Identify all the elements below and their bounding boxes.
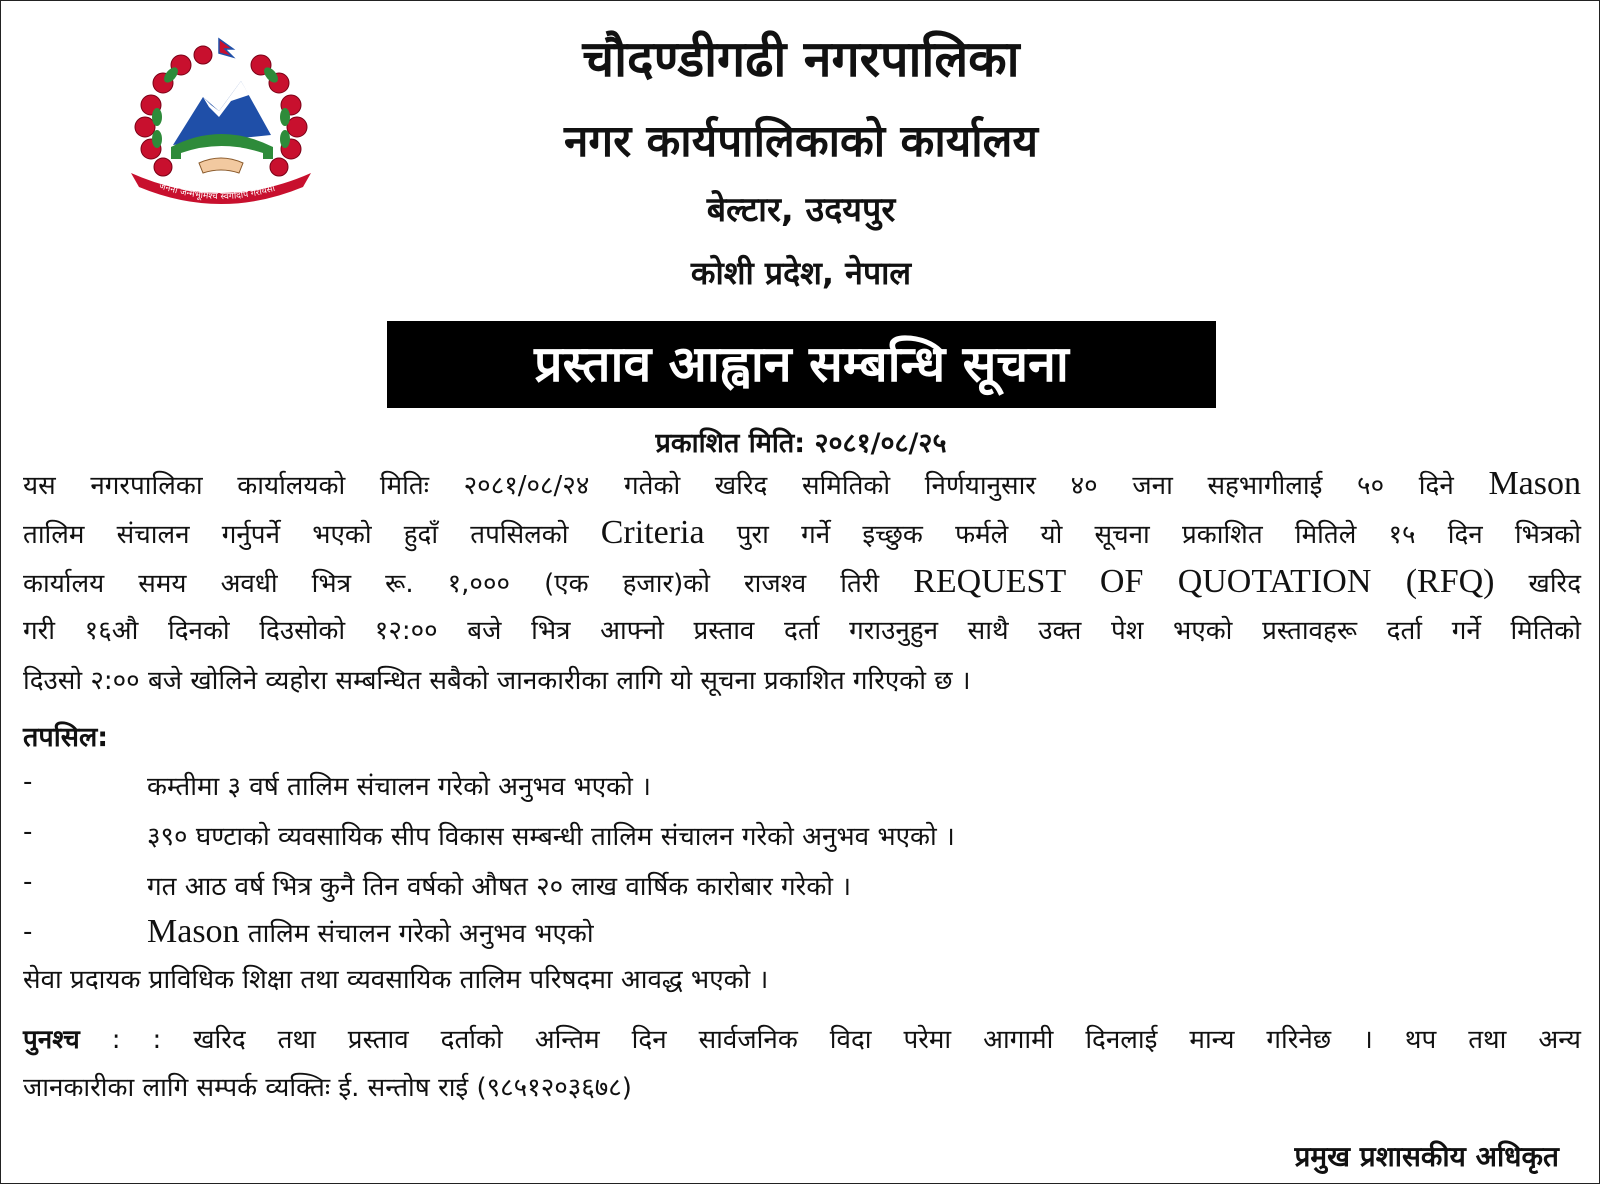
- body-line-1: यस नगरपालिका कार्यालयको मितिः २०८१/०८/२४ गतेको खरिद समितिको निर्णयानुसार ४० जना सहभागीलाई ५० दिने Mason: [23, 465, 1581, 502]
- notice-title-banner: प्रस्ताव आह्वान सम्बन्धि सूचना: [387, 321, 1216, 408]
- criteria-term: Criteria: [600, 514, 705, 551]
- postscript-label: पुनश्च: [23, 1025, 80, 1055]
- mason-term: Mason: [147, 913, 240, 950]
- office-location: बेल्टार, उदयपुर: [706, 190, 896, 230]
- office-name: नगर कार्यपालिकाको कार्यालय: [564, 116, 1038, 167]
- office-province: कोशी प्रदेश, नेपाल: [690, 254, 912, 292]
- body-line-5: दिउसो २:०० बजे खोलिने व्यहोरा सम्बन्धित सबैको जानकारीका लागि यो सूचना प्रकाशित गरिएको छ ।: [23, 666, 971, 696]
- bullet-dash: -: [23, 867, 33, 897]
- notice-page: जननी जन्मभूमिश्च स्वर्गादपि गरीयसी चौदण्डीगढी नगरपालिका नगर कार्यपालिकाको कार्यालय बेल्टार, उदयपुर कोशी प्रदेश, नेपाल प्रस्ताव आह्वान सम्बन्धि सूचना प्रकाशित मिति: २०८१/०८/२५ यस नगरपालिका कार्यालयको मितिः २०८१/०८/२४ गतेको खरिद समितिको निर्णयानुसार ४० जना सहभागीलाई ५० दिने Mason तालिम संचालन गर्नुपर्ने भएको हुदाँ तपसिलको Criteria पुरा गर्ने इच्छुक फर्मले यो सूचना प्रकाशित मितिले १५ दिन भित्रको कार्यालय समय अवधी भित्र रू. १,००० (एक हजार)को राजश्व तिरी REQUEST OF QUOTATION (RFQ) खरिद गरी १६औ दिनको दिउसोको १२:०० बजे भित्र आफ्नो प्रस्ताव दर्ता गराउनुहुन साथै उक्त पेश भएको प्रस्तावहरू दर्ता गर्ने मितिको दिउसो २:०० बजे खोलिने व्यहोरा सम्बन्धित सबैको जानकारीका लागि यो सूचना प्रकाशित गरिएको छ । तपसिल: - कम्तीमा ३ वर्ष तालिम संचालन गरेको अनुभव भएको । - ३९० घण्टाको व्यवसायिक सीप विकास सम्बन्धी तालिम संचालन गरेको अनुभव भएको । - गत आठ वर्ष भित्र कुनै तिन वर्षको औषत २० लाख वार्षिक कारोबार गरेको । - Mason तालिम संचालन गरेको अनुभव भएको सेवा प्रदायक प्राविधिक शिक्षा तथा व्यवसायिक तालिम परिषदमा आवद्ध भएको । पुनश्च : : खरिद तथा प्रस्ताव दर्ताको अन्तिम दिन सार्वजनिक विदा परेमा आगामी दिनलाई मान्य गरिनेछ । थप तथा अन्य जानकारीका लागि सम्पर्क व्यक्तिः ई. सन्तोष राई (९८५१२०३६७८) प्रमुख प्रशासकीय अधिकृत: [0, 0, 1600, 1184]
- postscript-line-1: पुनश्च : : खरिद तथा प्रस्ताव दर्ताको अन्तिम दिन सार्वजनिक विदा परेमा आगामी दिनलाई मान्य गरिनेछ । थप तथा अन्य: [23, 1025, 1581, 1055]
- bullet-dash: -: [23, 817, 33, 847]
- body-line-4: गरी १६औ दिनको दिउसोको १२:०० बजे भित्र आफ्नो प्रस्ताव दर्ता गराउनुहुन साथै उक्त पेश भएको प्रस्तावहरू दर्ता गर्ने मितिको: [23, 616, 1581, 646]
- bullet-dash: -: [23, 917, 33, 947]
- body-line-3: कार्यालय समय अवधी भित्र रू. १,००० (एक हजार)को राजश्व तिरी REQUEST OF QUOTATION (RFQ) खरिद: [23, 563, 1581, 600]
- rfq-term: REQUEST OF QUOTATION (RFQ): [913, 563, 1495, 600]
- municipality-name: चौदण्डीगढी नगरपालिका: [582, 30, 1020, 88]
- criteria-label: तपसिल:: [23, 722, 109, 753]
- signatory-title: प्रमुख प्रशासकीय अधिकृत: [1294, 1140, 1559, 1173]
- mason-term: Mason: [1488, 465, 1581, 502]
- emblem-motto: जननी जन्मभूमिश्च स्वर्गादपि गरीयसी: [157, 181, 277, 203]
- criteria-footer: सेवा प्रदायक प्राविधिक शिक्षा तथा व्यवसायिक तालिम परिषदमा आवद्ध भएको ।: [23, 965, 769, 995]
- published-date: प्रकाशित मिति: २०८१/०८/२५: [655, 428, 947, 459]
- body-line-2: तालिम संचालन गर्नुपर्ने भएको हुदाँ तपसिलको Criteria पुरा गर्ने इच्छुक फर्मले यो सूचना प्रकाशित मितिले १५ दिन भित्रको: [23, 514, 1581, 551]
- postscript-line-2: जानकारीका लागि सम्पर्क व्यक्तिः ई. सन्तोष राई (९८५१२०३६७८): [23, 1073, 632, 1103]
- bullet-dash: -: [23, 767, 33, 797]
